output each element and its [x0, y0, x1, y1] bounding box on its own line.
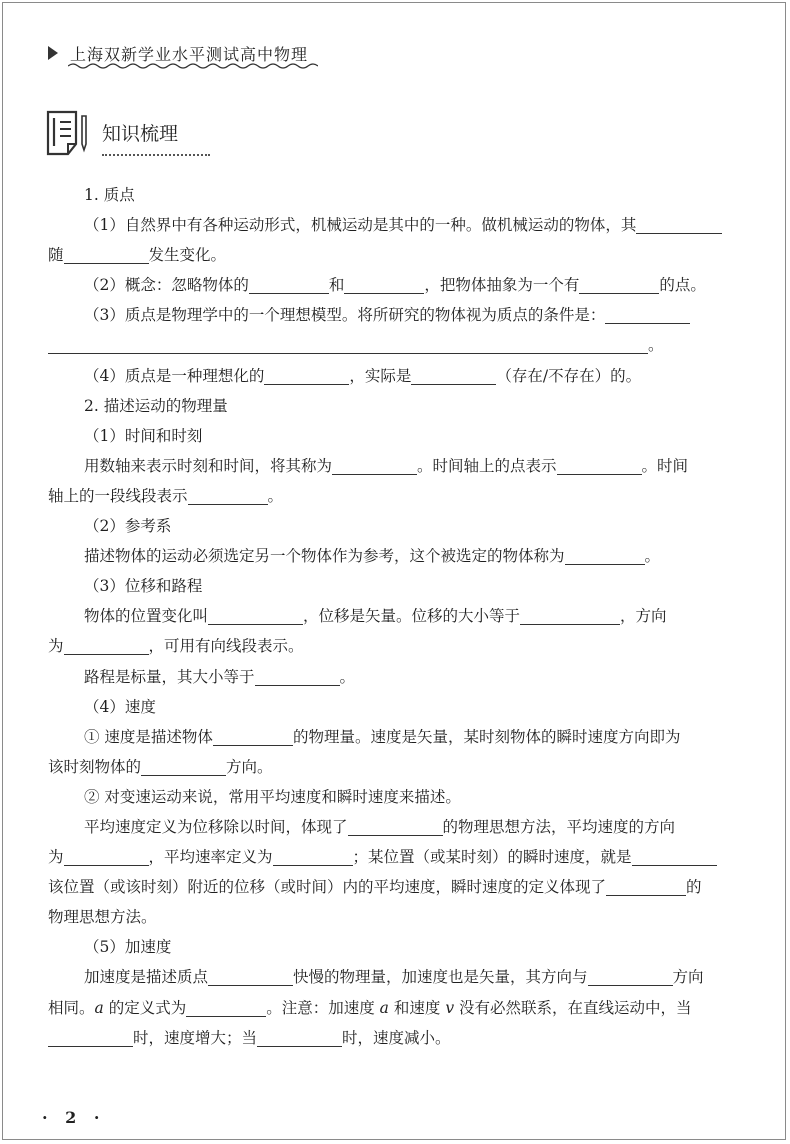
text-run: ，方向: [620, 607, 667, 626]
dotted-underline: [102, 154, 210, 156]
blank-line: [606, 876, 686, 896]
header-title: 上海双新学业水平测试高中物理: [70, 44, 309, 64]
text-run: 时，速度减小。: [342, 1028, 451, 1047]
text-line: [48, 270, 748, 300]
text-line: [48, 330, 748, 360]
text-run: 方向。: [226, 757, 273, 776]
blank-line: [565, 545, 645, 565]
text-run: 。时间: [641, 456, 689, 475]
text-run: 加速度是描述质点: [84, 968, 209, 987]
text-run: ① 速度是描述物体: [84, 727, 213, 746]
section-title: [102, 119, 178, 156]
text-run: 描述物体的运动必须选定另一个物体作为参考，这个被选定的物体称为: [84, 547, 565, 566]
text-run: （2）概念：忽略物体的: [84, 276, 249, 295]
text-line: [48, 842, 748, 872]
blank-line: [332, 455, 417, 475]
blank-line: [188, 485, 268, 505]
blank-line: [520, 605, 620, 625]
text-run: 用数轴来表示时刻和时间，将其称为: [84, 456, 333, 475]
blank-line: [273, 846, 353, 866]
text-run: ，可用有向线段表示。: [148, 637, 304, 656]
text-run: 发生变化。: [148, 246, 227, 265]
text-run: 和速度: [393, 998, 441, 1017]
text-run: （3）质点是物理学中的一个理想模型。将所研究的物体视为质点的条件是：: [84, 306, 606, 325]
text-line: [48, 872, 748, 902]
blank-line: [605, 304, 690, 324]
text-run: （4）质点是一种理想化的: [84, 366, 265, 385]
text-run: 相同。: [48, 998, 95, 1017]
text-run: 该位置（或该时刻）附近的位移（或时间）内的平均速度，瞬时速度的定义体现了: [48, 878, 607, 897]
text-run: 。注意：加速度: [266, 998, 375, 1017]
blank-line: [255, 666, 340, 686]
text-run: 。: [339, 667, 356, 686]
blank-line: [557, 455, 642, 475]
text-line: [48, 451, 748, 481]
blank-line: [141, 756, 226, 776]
running-header: [48, 38, 308, 68]
section-heading: [46, 110, 178, 156]
text-run: （存在/不存在）的。: [496, 366, 642, 385]
text-line: （2）参考系: [84, 517, 172, 536]
text-run: 没有必然联系，在直线运动中，当: [459, 998, 692, 1017]
blank-line: [48, 1027, 133, 1047]
text-run: 为: [48, 848, 64, 867]
blank-line: [64, 244, 149, 264]
text-run: 。: [648, 336, 664, 355]
blank-line: [64, 635, 149, 655]
blank-line: [579, 274, 659, 294]
text-line: [48, 601, 748, 631]
blank-line: [213, 726, 293, 746]
text-line: ② 对变速运动来说，常用平均速度和瞬时速度来描述。: [84, 787, 461, 806]
text-run: 物体的位置变化叫: [84, 607, 209, 626]
blank-line: [208, 605, 303, 625]
text-run: 的定义式为: [108, 998, 187, 1017]
blank-line: [64, 846, 149, 866]
text-line: （1）时间和时刻: [84, 426, 203, 445]
text-run: ，实际是: [349, 366, 412, 385]
text-line: [48, 812, 748, 842]
text-line: [48, 662, 748, 692]
text-run: 的物理量。速度是矢量，某时刻物体的瞬时速度方向即为: [292, 727, 681, 746]
text-run: 时，速度增大；当: [133, 1028, 258, 1047]
blank-line: [264, 365, 349, 385]
text-run: ；某位置（或某时刻）的瞬时速度，就是: [352, 848, 632, 867]
content-body: [48, 180, 748, 1053]
text-run: 随: [48, 246, 64, 265]
blank-line: [48, 334, 648, 354]
blank-line: [632, 846, 717, 866]
text-line: [48, 361, 748, 391]
text-line: （3）位移和路程: [84, 577, 203, 596]
text-run: （1）自然界中有各种运动形式，机械运动是其中的一种。做机械运动的物体，其: [84, 216, 637, 235]
notes-icon: [46, 110, 90, 156]
text-run: 该时刻物体的: [48, 757, 142, 776]
blank-line: [348, 816, 443, 836]
text-line: [48, 993, 748, 1023]
text-run: ，平均速率定义为: [148, 848, 273, 867]
text-line: 1. 质点: [84, 186, 135, 204]
text-run: 和: [328, 276, 345, 295]
variable-a: a: [379, 998, 389, 1017]
text-run: 的: [686, 878, 702, 897]
text-line: （4）速度: [84, 697, 156, 716]
text-run: 路程是标量，其大小等于: [84, 667, 255, 686]
text-run: ，位移是矢量。位移的大小等于: [303, 607, 521, 626]
text-run: ，把物体抽象为一个有: [424, 276, 580, 295]
blank-line: [344, 274, 424, 294]
text-run: 为: [48, 637, 64, 656]
text-run: 的点。: [659, 276, 706, 295]
text-run: 方向: [672, 968, 704, 987]
section-title-text: 知识梳理: [102, 123, 179, 145]
blank-line: [186, 997, 266, 1017]
blank-line: [636, 214, 722, 234]
text-run: 。: [644, 547, 661, 566]
text-line: [48, 1023, 748, 1053]
text-line: [48, 240, 748, 270]
text-line: [48, 631, 748, 661]
text-line: [48, 962, 748, 992]
text-line: 物理思想方法。: [48, 908, 157, 927]
blank-line: [411, 365, 496, 385]
text-run: 平均速度定义为位移除以时间，体现了: [84, 817, 348, 836]
blank-line: [257, 1027, 342, 1047]
text-run: 。时间轴上的点表示: [417, 456, 557, 475]
wavy-underline-icon: [68, 62, 318, 70]
text-line: [48, 300, 748, 330]
text-run: 轴上的一段线段表示: [48, 486, 188, 505]
text-run: 快慢的物理量，加速度也是矢量，其方向与: [293, 968, 588, 987]
variable-v: v: [445, 998, 455, 1017]
text-line: [48, 752, 748, 782]
text-line: [48, 541, 748, 571]
blank-line: [208, 966, 293, 986]
text-line: 2. 描述运动的物理量: [84, 396, 228, 415]
text-run: 。: [267, 486, 284, 505]
text-line: （5）加速度: [84, 938, 172, 957]
blank-line: [249, 274, 329, 294]
blank-line: [588, 966, 673, 986]
triangle-marker-icon: [48, 46, 58, 60]
text-line: [48, 481, 748, 511]
text-run: 的物理思想方法，平均速度的方向: [442, 817, 676, 836]
variable-a: a: [94, 998, 104, 1017]
text-line: [48, 722, 748, 752]
text-line: [48, 210, 748, 240]
page-number: · 2 ·: [42, 1108, 106, 1127]
